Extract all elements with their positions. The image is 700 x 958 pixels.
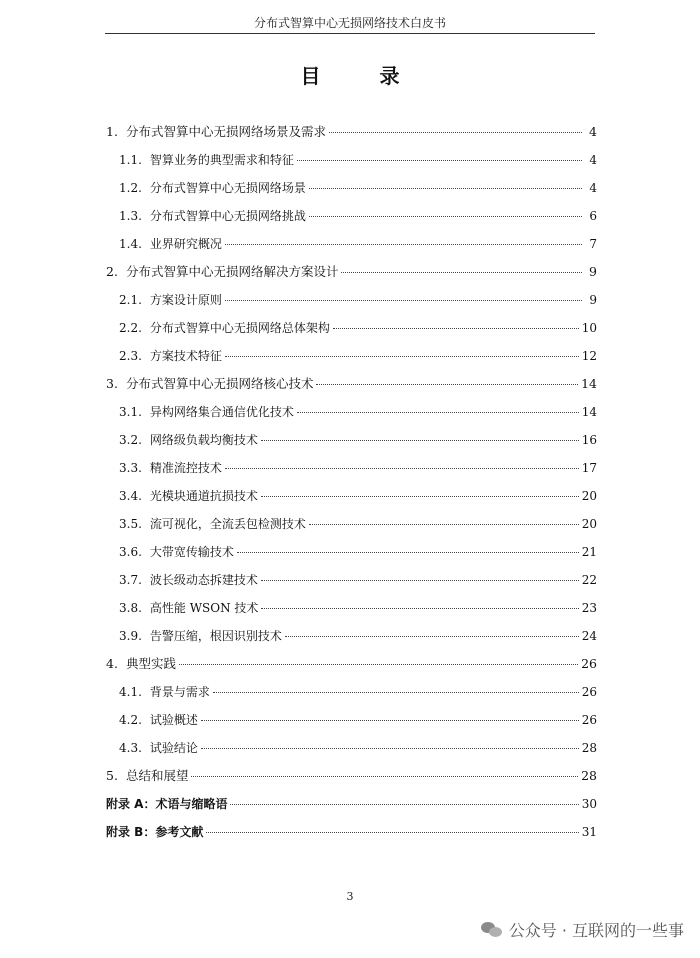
toc-entry-page: 28 xyxy=(581,741,597,755)
toc-entry[interactable] xyxy=(106,402,597,430)
toc-entry[interactable] xyxy=(106,766,597,794)
table-of-contents xyxy=(106,122,597,850)
dot-leader xyxy=(230,803,578,805)
toc-entry-title: 术语与缩略语 xyxy=(155,797,228,811)
toc-entry-number: 3.1. xyxy=(119,405,142,419)
toc-entry[interactable] xyxy=(106,822,597,850)
watermark xyxy=(481,918,684,941)
dot-leader xyxy=(341,271,582,273)
toc-entry-number: 1. xyxy=(106,124,118,139)
toc-entry-title: 分布式智算中心无损网络总体架构 xyxy=(149,321,330,335)
dot-leader xyxy=(329,131,582,133)
dot-leader xyxy=(297,411,579,413)
dot-leader xyxy=(316,383,578,385)
toc-entry[interactable] xyxy=(106,514,597,542)
toc-entry-page: 14 xyxy=(581,376,597,391)
dot-leader xyxy=(261,607,578,609)
toc-entry-page: 30 xyxy=(581,797,597,811)
toc-entry[interactable] xyxy=(106,598,597,626)
toc-entry-title: 背景与需求 xyxy=(149,685,210,699)
toc-entry-page: 9 xyxy=(589,293,597,307)
toc-entry-page: 9 xyxy=(589,264,597,279)
toc-entry-title: 典型实践 xyxy=(125,656,176,671)
toc-entry-number: 2.1. xyxy=(119,293,142,307)
toc-entry[interactable] xyxy=(106,234,597,262)
toc-entry-number: 1.1. xyxy=(119,153,142,167)
toc-entry-page: 4 xyxy=(589,153,597,167)
toc-entry-page: 4 xyxy=(589,181,597,195)
toc-entry[interactable] xyxy=(106,542,597,570)
toc-entry[interactable] xyxy=(106,710,597,738)
toc-entry[interactable] xyxy=(106,150,597,178)
toc-entry-number: 5. xyxy=(106,768,118,783)
dot-leader xyxy=(225,355,579,357)
toc-entry-page: 28 xyxy=(581,768,597,783)
page-number: 3 xyxy=(346,890,354,903)
toc-entry[interactable] xyxy=(106,458,597,486)
toc-entry-page: 31 xyxy=(581,825,597,839)
toc-entry-number: 2.3. xyxy=(119,349,142,363)
toc-entry-number: 附录 B： xyxy=(106,825,156,839)
toc-entry-title: 波长级动态拆建技术 xyxy=(149,573,258,587)
dot-leader xyxy=(225,299,582,301)
toc-entry[interactable] xyxy=(106,430,597,458)
wechat-icon xyxy=(481,921,503,939)
dot-leader xyxy=(191,775,578,777)
toc-entry-number: 1.4. xyxy=(119,237,142,251)
toc-title: 目 录 xyxy=(300,64,426,88)
dot-leader xyxy=(237,551,579,553)
toc-entry-number: 2. xyxy=(106,264,118,279)
dot-leader xyxy=(201,719,579,721)
toc-entry-title: 总结和展望 xyxy=(125,768,189,783)
toc-entry-title: 高性能 WSON 技术 xyxy=(149,601,259,615)
toc-entry-page: 26 xyxy=(581,713,597,727)
toc-entry-number: 3.9. xyxy=(119,629,142,643)
toc-entry[interactable] xyxy=(106,318,597,346)
toc-entry-number: 3. xyxy=(106,376,118,391)
toc-entry-page: 12 xyxy=(581,349,597,363)
dot-leader xyxy=(297,159,582,161)
toc-entry-number: 3.7. xyxy=(119,573,142,587)
toc-entry-title: 分布式智算中心无损网络场景及需求 xyxy=(125,124,326,139)
toc-entry-title: 方案技术特征 xyxy=(149,349,222,363)
toc-entry-title: 参考文献 xyxy=(155,825,204,839)
toc-entry-title: 试验概述 xyxy=(149,713,198,727)
dot-leader xyxy=(285,635,579,637)
dot-leader xyxy=(201,747,579,749)
toc-entry[interactable] xyxy=(106,486,597,514)
toc-entry[interactable] xyxy=(106,262,597,290)
toc-entry-number: 3.5. xyxy=(119,517,142,531)
toc-entry-number: 3.2. xyxy=(119,433,142,447)
dot-leader xyxy=(225,467,579,469)
dot-leader xyxy=(333,327,579,329)
toc-entry-page: 7 xyxy=(589,237,597,251)
toc-entry-number: 3.8. xyxy=(119,601,142,615)
toc-entry-page: 20 xyxy=(581,517,597,531)
dot-leader xyxy=(225,243,582,245)
toc-entry-page: 16 xyxy=(581,433,597,447)
toc-entry-page: 23 xyxy=(581,601,597,615)
dot-leader xyxy=(179,663,578,665)
header-rule xyxy=(105,33,595,34)
dot-leader xyxy=(206,831,578,833)
toc-entry-page: 14 xyxy=(581,405,597,419)
toc-entry-number: 2.2. xyxy=(119,321,142,335)
toc-entry[interactable] xyxy=(106,206,597,234)
toc-entry-number: 1.3. xyxy=(119,209,142,223)
toc-entry[interactable] xyxy=(106,290,597,318)
toc-entry[interactable] xyxy=(106,570,597,598)
toc-entry-page: 17 xyxy=(581,461,597,475)
dot-leader xyxy=(261,439,579,441)
toc-entry-page: 24 xyxy=(581,629,597,643)
toc-entry-title: 分布式智算中心无损网络核心技术 xyxy=(125,376,314,391)
toc-entry-title: 智算业务的典型需求和特征 xyxy=(149,153,294,167)
toc-entry-title: 网络级负载均衡技术 xyxy=(149,433,258,447)
toc-entry[interactable] xyxy=(106,654,597,682)
toc-entry-page: 26 xyxy=(581,685,597,699)
toc-entry-title: 流可视化，全流丢包检测技术 xyxy=(149,517,306,531)
toc-entry-title: 大带宽传输技术 xyxy=(149,545,234,559)
dot-leader xyxy=(309,523,579,525)
toc-entry-title: 光模块通道抗损技术 xyxy=(149,489,258,503)
toc-entry[interactable] xyxy=(106,178,597,206)
toc-entry-title: 业界研究概况 xyxy=(149,237,222,251)
toc-entry-title: 分布式智算中心无损网络挑战 xyxy=(149,209,306,223)
toc-entry-page: 21 xyxy=(581,545,597,559)
toc-entry-number: 4.1. xyxy=(119,685,142,699)
toc-entry-page: 10 xyxy=(581,321,597,335)
toc-entry-number: 4. xyxy=(106,656,118,671)
toc-entry[interactable] xyxy=(106,626,597,654)
toc-entry-title: 分布式智算中心无损网络场景 xyxy=(149,181,306,195)
toc-entry-number: 4.3. xyxy=(119,741,142,755)
toc-entry-number: 附录 A： xyxy=(106,797,156,811)
dot-leader xyxy=(213,691,579,693)
toc-entry[interactable] xyxy=(106,682,597,710)
toc-entry[interactable] xyxy=(106,346,597,374)
dot-leader xyxy=(309,187,582,189)
toc-entry[interactable] xyxy=(106,122,597,150)
toc-entry-page: 26 xyxy=(581,656,597,671)
toc-entry-page: 4 xyxy=(589,124,597,139)
watermark-text: 公众号 · 互联网的一些事 xyxy=(508,921,684,940)
running-header: 分布式智算中心无损网络技术白皮书 xyxy=(253,16,446,30)
toc-entry[interactable] xyxy=(106,794,597,822)
toc-entry-title: 分布式智算中心无损网络解决方案设计 xyxy=(125,264,339,279)
toc-entry-page: 20 xyxy=(581,489,597,503)
toc-entry-title: 方案设计原则 xyxy=(149,293,222,307)
toc-entry-title: 试验结论 xyxy=(149,741,198,755)
dot-leader xyxy=(261,495,579,497)
dot-leader xyxy=(261,579,579,581)
dot-leader xyxy=(309,215,582,217)
toc-entry-number: 3.6. xyxy=(119,545,142,559)
toc-entry[interactable] xyxy=(106,374,597,402)
toc-entry-number: 4.2. xyxy=(119,713,142,727)
toc-entry[interactable] xyxy=(106,738,597,766)
toc-entry-title: 告警压缩，根因识别技术 xyxy=(149,629,282,643)
toc-entry-number: 1.2. xyxy=(119,181,142,195)
toc-entry-number: 3.3. xyxy=(119,461,142,475)
toc-entry-page: 22 xyxy=(581,573,597,587)
toc-entry-title: 异构网络集合通信优化技术 xyxy=(149,405,294,419)
toc-entry-title: 精准流控技术 xyxy=(149,461,222,475)
toc-entry-number: 3.4. xyxy=(119,489,142,503)
toc-entry-page: 6 xyxy=(589,209,597,223)
